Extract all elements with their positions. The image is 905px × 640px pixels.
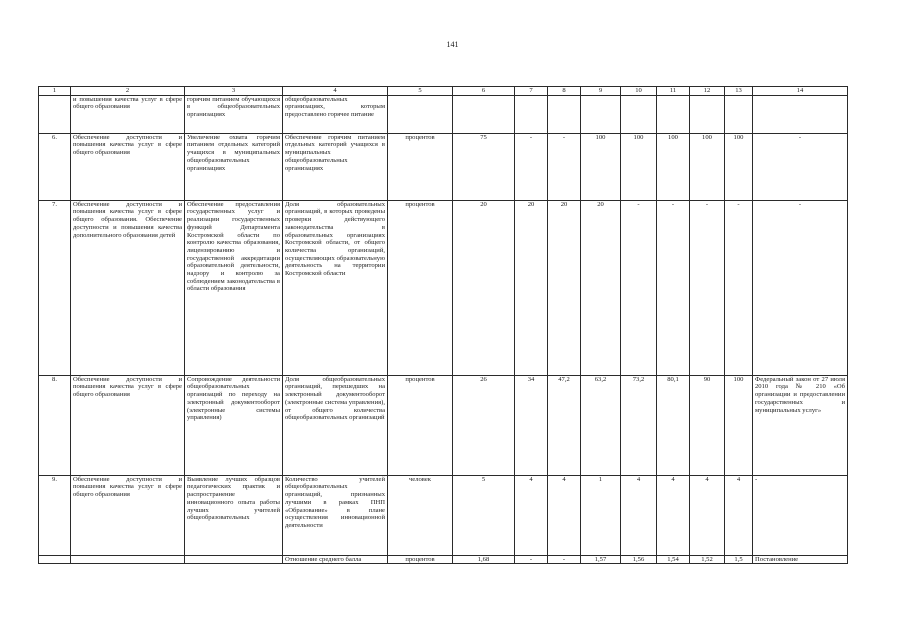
unit-cell: процентов	[388, 375, 453, 475]
table-row	[39, 133, 848, 200]
value-cell: 1	[581, 475, 621, 555]
column-number-cell: 2	[71, 87, 185, 96]
unit-cell: процентов	[388, 133, 453, 200]
num-empty-cell	[39, 555, 71, 564]
value-cell: 4	[725, 475, 753, 555]
measure-cell: Обеспечение предоставления государственных услуг и реализации государственных функций Департамента Костромской области по контролю качества образования, лицензированию и государственной аккредитации образовательной деятельности, надзору и контролю за соблюдением законодательства в области образования	[185, 200, 283, 375]
value-cell: 90	[690, 375, 725, 475]
value-cell	[581, 95, 621, 133]
value-cell: 20	[453, 200, 515, 375]
column-number-cell: 14	[753, 87, 848, 96]
measure-cell: Сопровождение деятельности общеобразовательных организаций по переходу на электронный документооборот (электронные системы управления)	[185, 375, 283, 475]
value-cell: 1,56	[621, 555, 657, 564]
value-cell	[515, 95, 548, 133]
table-row	[39, 375, 848, 475]
value-cell	[453, 95, 515, 133]
legal-basis-cell	[753, 95, 848, 133]
table-row	[39, 95, 848, 133]
value-cell: 1,5	[725, 555, 753, 564]
value-cell: -	[621, 200, 657, 375]
value-cell: 100	[621, 133, 657, 200]
table-row	[39, 555, 848, 564]
value-cell: 4	[515, 475, 548, 555]
value-cell: 4	[548, 475, 581, 555]
value-cell: 4	[621, 475, 657, 555]
value-cell	[548, 95, 581, 133]
value-cell: 100	[725, 133, 753, 200]
value-cell: 73,2	[621, 375, 657, 475]
table-row	[39, 200, 848, 375]
legal-basis-cell: -	[753, 475, 848, 555]
indicators-table	[38, 86, 848, 564]
value-cell: -	[725, 200, 753, 375]
row-number-cell	[39, 95, 71, 133]
value-cell: 1,57	[581, 555, 621, 564]
value-cell: 20	[515, 200, 548, 375]
column-number-cell: 10	[621, 87, 657, 96]
value-cell: -	[657, 200, 690, 375]
measure-cell: горячим питанием обучающихся в общеобразовательных организациях	[185, 95, 283, 133]
value-cell: -	[548, 555, 581, 564]
column-number-cell: 7	[515, 87, 548, 96]
value-cell: -	[515, 555, 548, 564]
column-number-cell: 9	[581, 87, 621, 96]
value-cell: -	[515, 133, 548, 200]
indicator-cell: Доля образовательных организаций, в которых проведены проверки действующего законодательства в образовательных организациях Костромской области, от общего количества организаций, осуществляющих образовательную деятельность на территории Костромской области	[283, 200, 388, 375]
value-cell: 20	[548, 200, 581, 375]
goal-cell: Обеспечение доступности и повышения качества услуг в сфере общего образования	[71, 375, 185, 475]
value-cell: 100	[725, 375, 753, 475]
column-number-cell: 5	[388, 87, 453, 96]
value-cell: 5	[453, 475, 515, 555]
value-cell: 63,2	[581, 375, 621, 475]
indicator-cell: Доля общеобразовательных организаций, перешедших на электронный документооборот (электронные система управления), от общего количества общеобразовательных организаций	[283, 375, 388, 475]
value-cell	[621, 95, 657, 133]
value-cell	[690, 95, 725, 133]
value-cell: 100	[690, 133, 725, 200]
legal-basis-cell: Федеральный закон от 27 июля 2010 года № 210 «Об организации и предоставлении государственных и муниципальных услуг»	[753, 375, 848, 475]
column-number-cell: 4	[283, 87, 388, 96]
indicator-cell: Количество учителей общеобразовательных организаций, признанных лучшими в рамках ПНП «Образование» в плане осуществления инновационной деятельности	[283, 475, 388, 555]
goal-cell: Обеспечение доступности и повышения качества услуг в сфере общего образования	[71, 475, 185, 555]
value-cell: 4	[690, 475, 725, 555]
table-row	[39, 475, 848, 555]
column-number-cell: 8	[548, 87, 581, 96]
unit-cell: процентов	[388, 200, 453, 375]
goal-cell: Обеспечение доступности и повышения качества услуг в сфере общего образования	[71, 133, 185, 200]
unit-cell	[388, 95, 453, 133]
column-number-cell: 6	[453, 87, 515, 96]
value-cell: 4	[657, 475, 690, 555]
measure-empty-cell	[185, 555, 283, 564]
indicator-cell: общеобразовательных организациях, которым предоставлено горячее питание	[283, 95, 388, 133]
value-cell: 34	[515, 375, 548, 475]
value-cell: -	[548, 133, 581, 200]
value-cell: 100	[581, 133, 621, 200]
page-number: 141	[446, 40, 459, 49]
goal-cell: Обеспечение доступности и повышения качества услуг в сфере общего образования. Обеспечение доступности и повышения качества дополнительного образования детей	[71, 200, 185, 375]
row-number-cell: 9.	[39, 475, 71, 555]
value-cell: 20	[581, 200, 621, 375]
column-number-cell: 13	[725, 87, 753, 96]
row-number-cell: 6.	[39, 133, 71, 200]
column-number-cell: 12	[690, 87, 725, 96]
column-number-cell: 11	[657, 87, 690, 96]
column-number-cell: 3	[185, 87, 283, 96]
row-number-cell: 8.	[39, 375, 71, 475]
legal-basis-cell: -	[753, 133, 848, 200]
goal-empty-cell	[71, 555, 185, 564]
indicator-cell: Обеспечение горячим питанием отдельных категорий учащихся в муниципальных общеобразовательных организациях	[283, 133, 388, 200]
goal-cell: и повышения качества услуг в сфере общего образования	[71, 95, 185, 133]
value-cell: 75	[453, 133, 515, 200]
value-cell: 47,2	[548, 375, 581, 475]
unit-cell: человек	[388, 475, 453, 555]
column-number-cell: 1	[39, 87, 71, 96]
value-cell: 1,52	[690, 555, 725, 564]
unit-cell: процентов	[388, 555, 453, 564]
value-cell	[657, 95, 690, 133]
value-cell: 100	[657, 133, 690, 200]
value-cell	[725, 95, 753, 133]
value-cell: 1,54	[657, 555, 690, 564]
measure-cell: Выявление лучших образцов педагогических практик и распространение инновационного опыта работы лучших учителей общеобразовательных	[185, 475, 283, 555]
row-number-cell: 7.	[39, 200, 71, 375]
legal-basis-cell: Постановление	[753, 555, 848, 564]
value-cell: 80,1	[657, 375, 690, 475]
measure-cell: Увеличение охвата горячим питанием отдельных категорий учащихся в муниципальных общеобразовательных организациях	[185, 133, 283, 200]
legal-basis-cell: -	[753, 200, 848, 375]
indicator-cell: Отношение среднего балла	[283, 555, 388, 564]
value-cell: 26	[453, 375, 515, 475]
value-cell: 1,68	[453, 555, 515, 564]
value-cell: -	[690, 200, 725, 375]
header-row	[39, 87, 848, 96]
